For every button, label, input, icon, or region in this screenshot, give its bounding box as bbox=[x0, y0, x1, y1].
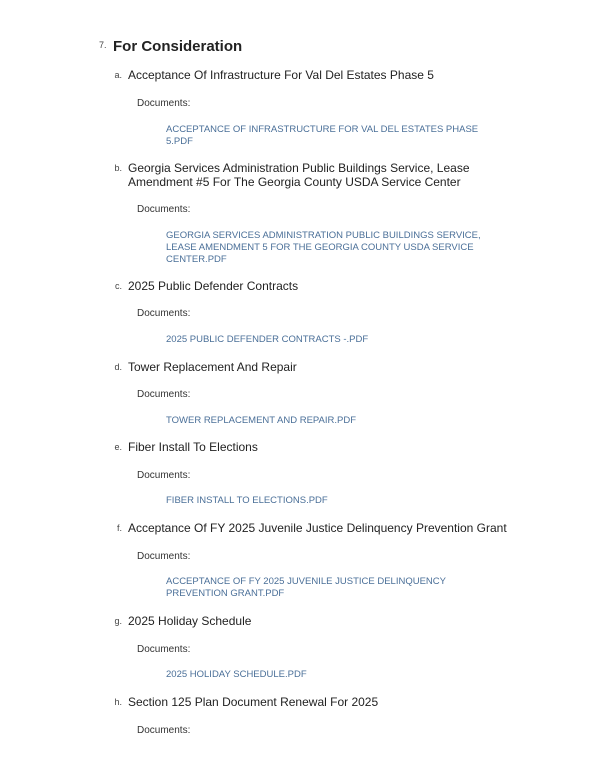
item-letter: d. bbox=[114, 362, 122, 372]
item-title: Acceptance Of Infrastructure For Val Del Estates Phase 5 bbox=[128, 68, 434, 82]
item-letter: c. bbox=[114, 281, 122, 291]
item-title: Tower Replacement And Repair bbox=[128, 360, 297, 374]
item-title: Section 125 Plan Document Renewal For 2025 bbox=[128, 695, 379, 709]
item-letter: f. bbox=[116, 523, 122, 533]
section-number: 7. bbox=[99, 40, 107, 50]
item-letter: b. bbox=[114, 163, 122, 173]
documents-label: Documents: bbox=[137, 470, 191, 481]
documents-label: Documents: bbox=[137, 725, 191, 736]
item-title: 2025 Holiday Schedule bbox=[128, 614, 252, 628]
document-link[interactable]: 2025 PUBLIC DEFENDER CONTRACTS -.PDF bbox=[166, 334, 369, 345]
documents-label: Documents: bbox=[137, 551, 191, 562]
document-link[interactable]: ACCEPTANCE OF INFRASTRUCTURE FOR VAL DEL ESTATES PHASE 5.PDF bbox=[166, 124, 479, 147]
documents-label: Documents: bbox=[137, 98, 191, 109]
item-letter: a. bbox=[114, 70, 122, 80]
documents-label: Documents: bbox=[137, 308, 191, 319]
item-letter: h. bbox=[114, 697, 122, 707]
document-link[interactable]: 2025 HOLIDAY SCHEDULE.PDF bbox=[166, 669, 307, 680]
item-title: Fiber Install To Elections bbox=[128, 440, 258, 454]
documents-label: Documents: bbox=[137, 644, 191, 655]
item-title: Acceptance Of FY 2025 Juvenile Justice Delinquency Prevention Grant bbox=[128, 521, 507, 535]
document-link[interactable]: GEORGIA SERVICES ADMINISTRATION PUBLIC BUILDINGS SERVICE, LEASE AMENDMENT 5 FOR THE GEORGIA COUNTY USDA SERVICE CENTER.PDF bbox=[166, 230, 481, 265]
item-letter: g. bbox=[114, 616, 122, 626]
item-title: 2025 Public Defender Contracts bbox=[128, 279, 299, 293]
item-letter: e. bbox=[114, 442, 122, 452]
document-link[interactable]: FIBER INSTALL TO ELECTIONS.PDF bbox=[166, 495, 328, 506]
item-title: Georgia Services Administration Public Buildings Service, Lease Amendment #5 For The Georgia County USDA Service Center bbox=[128, 161, 470, 189]
documents-label: Documents: bbox=[137, 389, 191, 400]
document-link[interactable]: ACCEPTANCE OF FY 2025 JUVENILE JUSTICE DELINQUENCY PREVENTION GRANT.PDF bbox=[166, 576, 446, 599]
section-title: For Consideration bbox=[113, 38, 243, 55]
document-link[interactable]: TOWER REPLACEMENT AND REPAIR.PDF bbox=[166, 415, 357, 426]
documents-label: Documents: bbox=[137, 204, 191, 215]
